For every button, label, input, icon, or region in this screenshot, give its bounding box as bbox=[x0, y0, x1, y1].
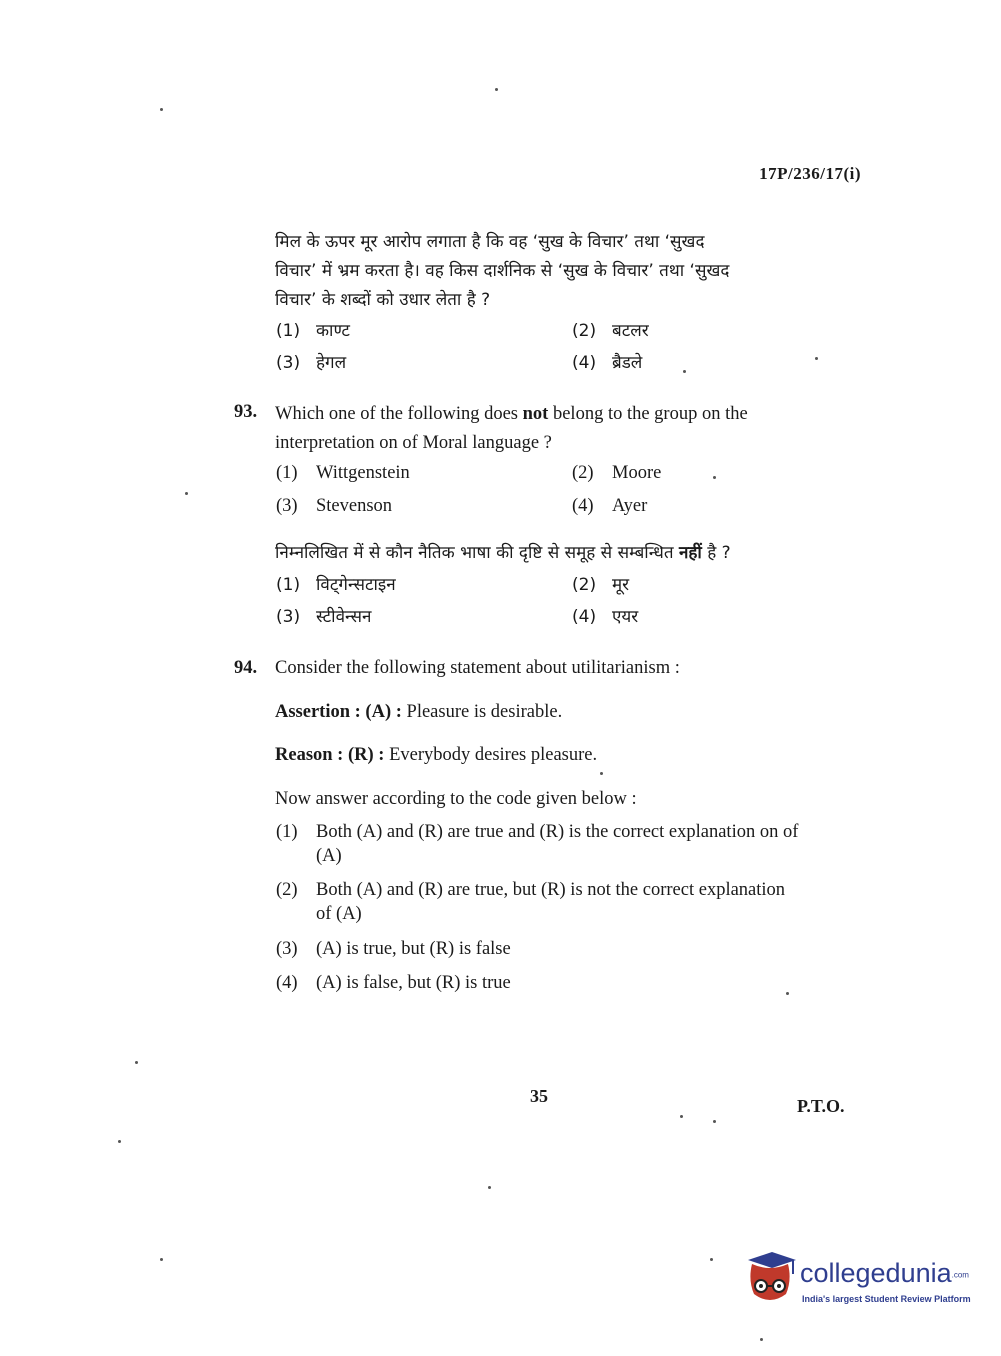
q93-line-2: interpretation on of Moral language ? bbox=[275, 433, 552, 453]
q93-line-1: Which one of the following does not belong to the group on the bbox=[275, 404, 748, 424]
q92-option-3: (3) हेगल bbox=[276, 353, 347, 373]
q93-hindi-option-2: (2) मूर bbox=[572, 575, 630, 595]
q93-hindi-question: निम्नलिखित में से कौन नैतिक भाषा की दृष्टि से समूह से सम्बन्धित नहीं है ? bbox=[275, 543, 731, 563]
pto-label: P.T.O. bbox=[797, 1096, 845, 1116]
q93-option-3: (3) Stevenson bbox=[276, 496, 393, 516]
q94-option-4: (4) (A) is false, but (R) is true bbox=[276, 973, 511, 993]
q93-number: 93. bbox=[234, 402, 258, 422]
q93-hindi-option-3: (3) स्टीवेन्सन bbox=[276, 607, 372, 627]
q93-option-1: (1) Wittgenstein bbox=[276, 463, 410, 483]
q94-option-2-cont: of (A) bbox=[316, 904, 362, 924]
q94-number: 94. bbox=[234, 658, 258, 678]
q93-question bbox=[275, 400, 860, 458]
q94-option-3: (3) (A) is true, but (R) is false bbox=[276, 939, 511, 959]
q94-option-1: (1) Both (A) and (R) are true and (R) is the correct explanation on of bbox=[276, 822, 799, 842]
q93-hindi-option-4: (4) एयर bbox=[572, 607, 639, 627]
paper-code: 17P/236/17(i) bbox=[759, 164, 861, 183]
q94-instruction: Now answer according to the code given below : bbox=[275, 789, 637, 809]
student-mascot-icon bbox=[742, 1250, 798, 1308]
q94-question: Consider the following statement about utilitarianism : bbox=[275, 658, 680, 678]
q92-line-1: मिल के ऊपर मूर आरोप लगाता है कि वह ‘सुख के विचार’ तथा ‘सुखद bbox=[275, 232, 705, 252]
q92-option-2: (2) बटलर bbox=[572, 321, 649, 341]
q93-hindi-option-1: (1) विट्गेन्सटाइन bbox=[276, 575, 396, 595]
page-number: 35 bbox=[530, 1086, 548, 1106]
q92-line-2: विचार’ में भ्रम करता है। वह किस दार्शनिक से ‘सुख के विचार’ तथा ‘सुखद bbox=[275, 261, 730, 281]
q92-option-4: (4) ब्रैडले bbox=[572, 353, 643, 373]
collegedunia-logo bbox=[742, 1250, 972, 1310]
q94-assertion: Assertion : (A) : Pleasure is desirable. bbox=[275, 702, 563, 722]
logo-wordmark: collegedunia.com bbox=[800, 1258, 969, 1288]
q92-hindi-text bbox=[275, 228, 860, 315]
q93-option-4: (4) Ayer bbox=[572, 496, 648, 516]
q93-option-2: (2) Moore bbox=[572, 463, 662, 483]
q94-reason: Reason : (R) : Everybody desires pleasure. bbox=[275, 745, 598, 765]
logo-tagline: India's largest Student Review Platform bbox=[802, 1294, 971, 1304]
q94-option-2: (2) Both (A) and (R) are true, but (R) is not the correct explanation bbox=[276, 880, 786, 900]
q92-line-3: विचार’ के शब्दों को उधार लेता है ? bbox=[275, 290, 491, 310]
q92-option-1: (1) काण्ट bbox=[276, 321, 350, 341]
q94-option-1-cont: (A) bbox=[316, 846, 342, 866]
